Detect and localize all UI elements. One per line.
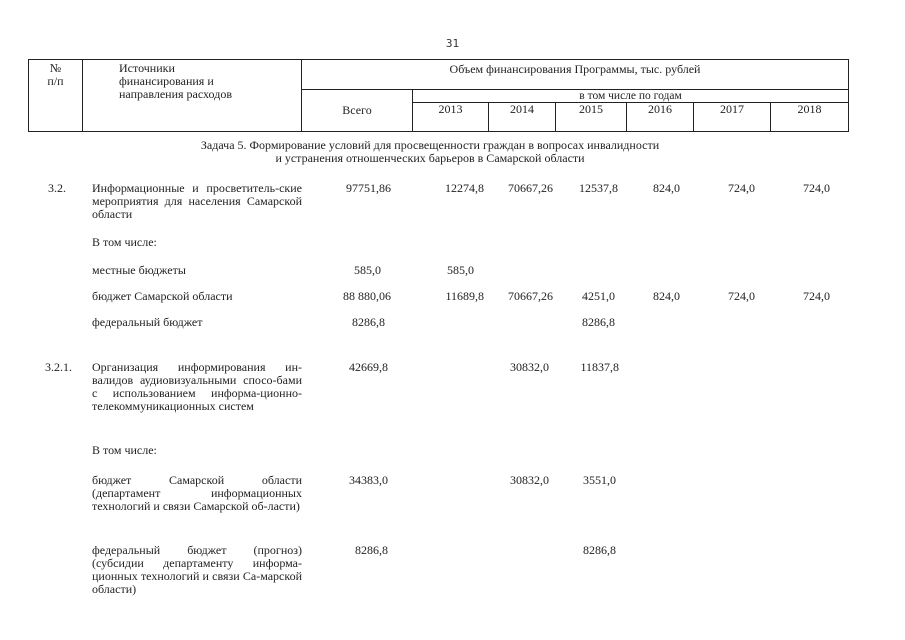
value-2015: 8286,8 [582, 315, 615, 329]
header-by-years: в том числе по годам [413, 90, 849, 103]
row-description: федеральный бюджет (прогноз) (субсидии департаменту информа-ционных технологий и связи Са-марской области) [92, 543, 302, 596]
value-2014: 70667,26 [508, 181, 553, 195]
value-2018: 724,0 [803, 181, 830, 195]
task-title: Задача 5. Формирование условий для просвещенности граждан в вопросах инвалидности и устранения отношенческих барьеров в Самарской области [200, 138, 660, 165]
header-year: 2013 [413, 103, 489, 132]
row-description: В том числе: [92, 443, 157, 457]
row-description: бюджет Самарской области (департамент информационных технологий и связи Самарской об-ласти) [92, 473, 302, 513]
value-2013: 12274,8 [445, 181, 484, 195]
value-total: 88 880,06 [343, 289, 391, 303]
row-description: федеральный бюджет [92, 315, 203, 329]
value-total: 8286,8 [352, 315, 385, 329]
row-description: Информационные и просветитель-ские мероприятия для населения Самарской области [92, 181, 302, 221]
row-number: 3.2.1. [45, 360, 72, 374]
header-total: Всего [302, 90, 413, 132]
value-2015: 11837,8 [580, 360, 619, 374]
value-total: 585,0 [354, 263, 381, 277]
header-year: 2017 [694, 103, 771, 132]
value-2017: 724,0 [728, 181, 755, 195]
value-2018: 724,0 [803, 289, 830, 303]
header-number: № п/п [29, 60, 83, 132]
value-total: 8286,8 [355, 543, 388, 557]
row-description: местные бюджеты [92, 263, 186, 277]
header-year: 2018 [771, 103, 849, 132]
value-2014: 70667,26 [508, 289, 553, 303]
row-number: 3.2. [48, 181, 66, 195]
value-2013: 585,0 [447, 263, 474, 277]
value-2016: 824,0 [653, 289, 680, 303]
page-number: 31 [445, 37, 460, 50]
value-total: 34383,0 [349, 473, 388, 487]
value-total: 42669,8 [349, 360, 388, 374]
value-total: 97751,86 [346, 181, 391, 195]
table-header [28, 59, 849, 132]
value-2015: 12537,8 [579, 181, 618, 195]
value-2015: 4251,0 [582, 289, 615, 303]
header-year: 2016 [627, 103, 694, 132]
value-2015: 3551,0 [583, 473, 616, 487]
value-2014: 30832,0 [510, 360, 549, 374]
value-2016: 824,0 [653, 181, 680, 195]
row-description: Организация информирования ин-валидов аудиовизуальными спосо-бами с использованием информа-ционно-телекоммуникационных систем [92, 360, 302, 413]
header-year: 2014 [489, 103, 556, 132]
value-2014: 30832,0 [510, 473, 549, 487]
header-volume: Объем финансирования Программы, тыс. рублей [302, 60, 849, 90]
header-year: 2015 [556, 103, 627, 132]
row-description: бюджет Самарской области [92, 289, 233, 303]
value-2013: 11689,8 [445, 289, 484, 303]
row-description: В том числе: [92, 235, 157, 249]
value-2015: 8286,8 [583, 543, 616, 557]
value-2017: 724,0 [728, 289, 755, 303]
header-sources: Источники финансирования и направления расходов [83, 60, 302, 132]
